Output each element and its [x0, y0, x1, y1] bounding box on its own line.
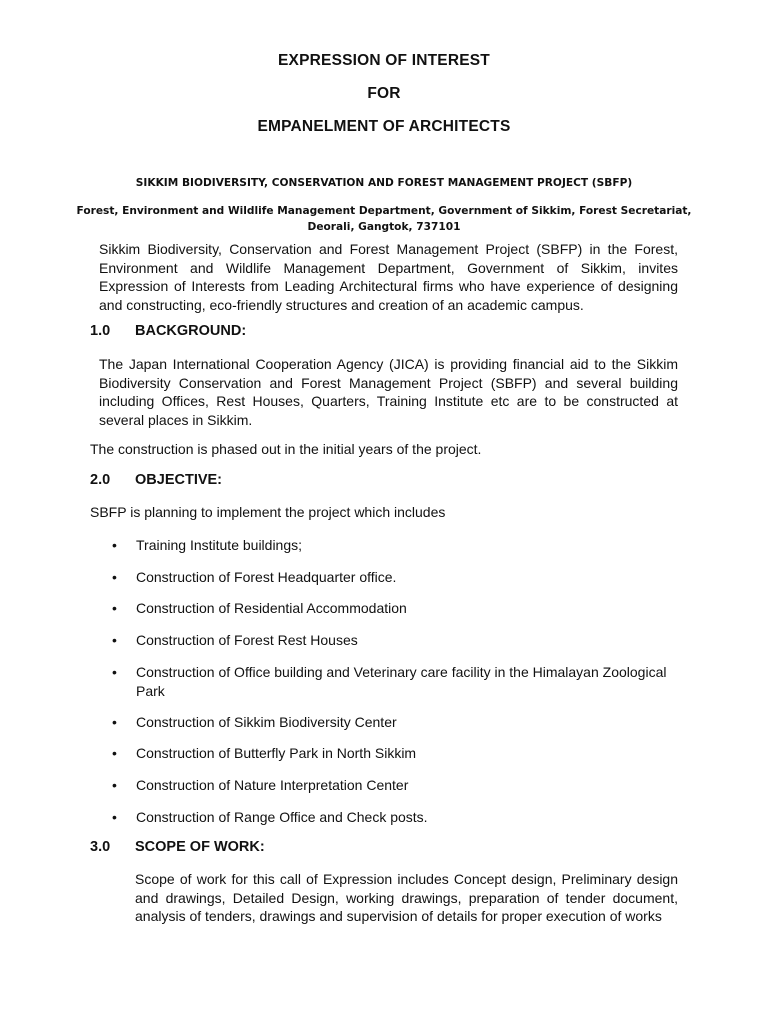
department-line-2: Deorali, Gangtok, 737101 — [307, 221, 461, 233]
scope-paragraph: Scope of work for this call of Expression includes Concept design, Preliminary design and drawings, Detailed Design, working drawings, preparation of tender document, analysis of tenders, drawings and supervision of details for proper execution of works — [135, 871, 678, 924]
section-number: 3.0 — [90, 839, 111, 855]
list-item-text: Construction of Residential Accommodation — [136, 600, 407, 616]
bullet-glyph: • — [112, 632, 117, 648]
list-item-text: Construction of Range Office and Check posts. — [136, 809, 428, 825]
section-objective-heading — [90, 472, 390, 492]
section-scope-heading — [90, 839, 390, 859]
bullet-glyph: • — [112, 537, 117, 553]
section-number: 2.0 — [90, 472, 111, 488]
document-title-line-2: FOR — [367, 85, 401, 102]
list-item-text: Construction of Forest Headquarter office. — [136, 569, 397, 585]
list-item-text: Construction of Nature Interpretation Center — [136, 777, 409, 793]
bullet-glyph: • — [112, 809, 117, 825]
document-title-line-3: EMPANELMENT OF ARCHITECTS — [257, 118, 511, 135]
background-phasing-note: The construction is phased out in the initial years of the project. — [90, 441, 482, 457]
section-number: 1.0 — [90, 323, 111, 339]
list-item-text: Training Institute buildings; — [136, 537, 303, 553]
list-item-text: Construction of Sikkim Biodiversity Center — [136, 714, 397, 730]
section-background-heading — [90, 323, 390, 343]
project-name: SIKKIM BIODIVERSITY, CONSERVATION AND FOREST MANAGEMENT PROJECT (SBFP) — [135, 177, 633, 189]
bullet-glyph: • — [112, 714, 117, 730]
bullet-glyph: • — [112, 664, 117, 680]
list-item-text: Construction of Forest Rest Houses — [136, 632, 358, 648]
bullet-glyph: • — [112, 600, 117, 616]
section-title: OBJECTIVE: — [135, 472, 223, 488]
bullet-glyph: • — [112, 569, 117, 585]
background-paragraph: The Japan International Cooperation Agency (JICA) is providing financial aid to the Sikkim Biodiversity Conservation and Forest Management Project (SBFP) and several building including Offices, Rest Houses, Quarters, Training Institute etc are to be constructed at several places in Sikkim. — [99, 356, 678, 428]
list-item-text: Construction of Office building and Veterinary care facility in the Himalayan Zoological Park — [136, 664, 667, 699]
bullet-glyph: • — [112, 777, 117, 793]
section-title: SCOPE OF WORK: — [135, 839, 265, 855]
document-title-line-1: EXPRESSION OF INTEREST — [278, 52, 490, 69]
objective-lead: SBFP is planning to implement the project which includes — [90, 504, 446, 520]
list-item-text: Construction of Butterfly Park in North Sikkim — [136, 745, 417, 761]
department-line-1: Forest, Environment and Wildlife Management Department, Government of Sikkim, Forest Secretariat, — [76, 205, 692, 217]
section-title: BACKGROUND: — [135, 323, 247, 339]
intro-paragraph: Sikkim Biodiversity, Conservation and Forest Management Project (SBFP) in the Forest, Environment and Wildlife Management Department, Government of Sikkim, invites Expression of Interests from Leading Architectural firms who have experience of designing and constructing, eco-friendly structures and creation of an academic campus. — [99, 241, 678, 313]
bullet-glyph: • — [112, 745, 117, 761]
